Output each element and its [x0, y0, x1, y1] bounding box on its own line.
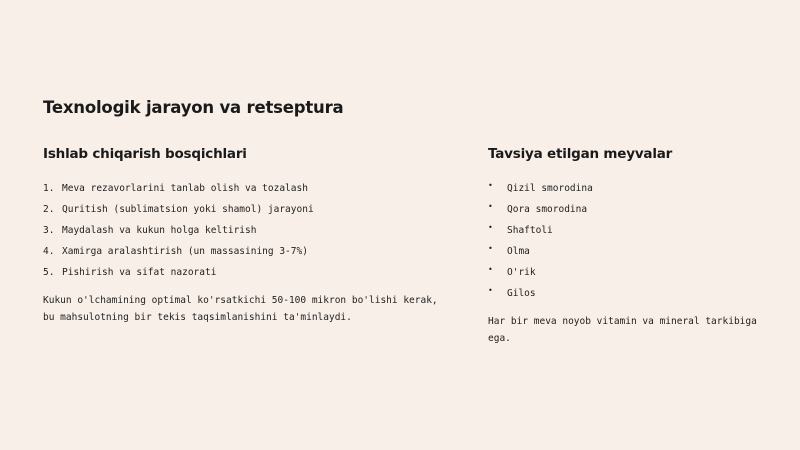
fruit-name: Shaftoli — [507, 225, 553, 236]
list-item — [488, 178, 768, 199]
bullet-icon: • — [488, 265, 493, 274]
fruit-name: O'rik — [507, 267, 536, 278]
step-number: 2. — [43, 204, 55, 215]
recommended-fruits-heading: Tavsiya etilgan meyvalar — [488, 146, 673, 162]
fruits-note: Har bir meva noyob vitamin va mineral tarkibiga ega. — [488, 316, 757, 344]
step-text: Pishirish va sifat nazorati — [62, 267, 217, 278]
fruits-list — [488, 178, 768, 304]
bullet-icon: • — [488, 181, 493, 190]
bullet-icon: • — [488, 202, 493, 211]
list-item — [43, 241, 443, 262]
list-item — [43, 220, 443, 241]
step-text: Maydalash va kukun holga keltirish — [62, 225, 257, 236]
list-item — [488, 262, 768, 283]
list-item — [43, 178, 443, 199]
fruit-name: Qora smorodina — [507, 204, 588, 215]
fruit-name: Qizil smorodina — [507, 183, 593, 194]
recommended-fruits-column — [488, 146, 768, 347]
slide-title: Texnologik jarayon va retseptura — [43, 98, 344, 117]
production-steps-list — [43, 178, 443, 283]
step-text: Quritish (sublimatsion yoki shamol) jarayoni — [62, 204, 314, 215]
bullet-icon: • — [488, 286, 493, 295]
list-item — [488, 199, 768, 220]
list-item — [43, 199, 443, 220]
step-text: Xamirga aralashtirish (un massasining 3-7%) — [62, 246, 308, 257]
bullet-icon: • — [488, 244, 493, 253]
particle-size-note: Kukun o'lchamining optimal ko'rsatkichi 50-100 mikron bo'lishi kerak, bu mahsulotning bir tekis taqsimlanishini ta'minlaydi. — [43, 295, 438, 323]
step-number: 1. — [43, 183, 55, 194]
list-item — [488, 241, 768, 262]
production-stages-column — [43, 146, 443, 326]
list-item — [43, 262, 443, 283]
list-item — [488, 220, 768, 241]
step-number: 3. — [43, 225, 55, 236]
step-number: 5. — [43, 267, 55, 278]
fruit-name: Gilos — [507, 288, 536, 299]
step-text: Meva rezavorlarini tanlab olish va tozalash — [62, 183, 308, 194]
bullet-icon: • — [488, 223, 493, 232]
production-stages-heading: Ishlab chiqarish bosqichlari — [43, 146, 247, 162]
list-item — [488, 283, 768, 304]
step-number: 4. — [43, 246, 55, 257]
fruit-name: Olma — [507, 246, 530, 257]
